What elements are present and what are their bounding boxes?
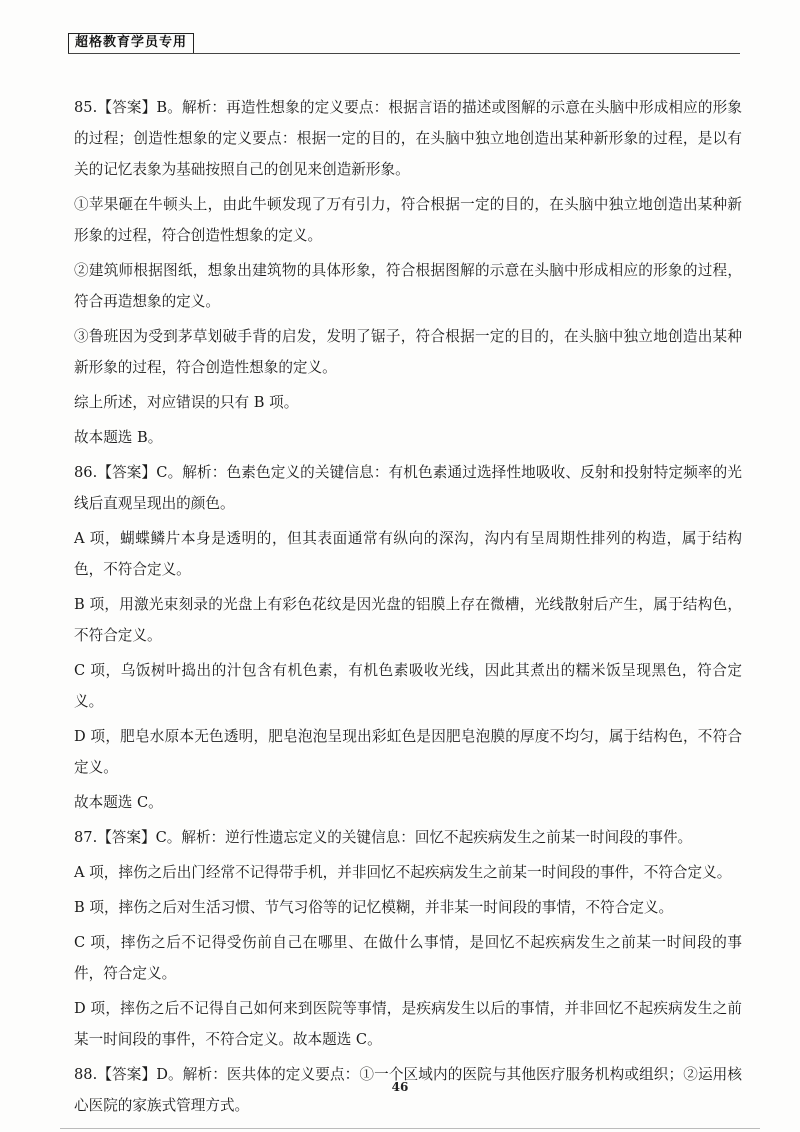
paragraph-q88-answer: 88.【答案】D。解析：医共体的定义要点：①一个区域内的医院与其他医疗服务机构或组织；②运用核心医院的家族式管理方式。 — [74, 1066, 742, 1114]
paragraph-q85-summary: 综上所述，对应错误的只有 B 项。 — [74, 394, 299, 411]
paragraph-q87-option-c: C 项，摔伤之后不记得受伤前自己在哪里、在做什么事情，是回忆不起疾病发生之前某一时间段的事件，符合定义。 — [74, 934, 742, 982]
paragraph-q85-item2: ②建筑师根据图纸，想象出建筑物的具体形象，符合根据图解的示意在头脑中形成相应的形象的过程，符合再造想象的定义。 — [74, 262, 742, 310]
answer-content — [74, 92, 742, 1125]
paragraph-q87-option-d: D 项，摔伤之后不记得自己如何来到医院等事情，是疾病发生以后的事情，并非回忆不起疾病发生之前某一时间段的事件，不符合定义。故本题选 C。 — [74, 1000, 742, 1048]
paragraph-q87-option-b: B 项，摔伤之后对生活习惯、节气习俗等的记忆模糊，并非某一时间段的事情，不符合定义。 — [74, 899, 674, 916]
paragraph-q86-option-d: D 项，肥皂水原本无色透明，肥皂泡泡呈现出彩虹色是因肥皂泡膜的厚度不均匀，属于结构色，不符合定义。 — [74, 728, 742, 776]
footer-rule — [60, 1128, 760, 1129]
paragraph-q85-item3: ③鲁班因为受到茅草划破手背的启发，发明了锯子，符合根据一定的目的，在头脑中独立地创造出某种新形象的过程，符合创造性想象的定义。 — [74, 328, 742, 376]
paragraph-q86-option-c: C 项，乌饭树叶捣出的汁包含有机色素，有机色素吸收光线，因此其煮出的糯米饭呈现黑色，符合定义。 — [74, 662, 742, 710]
paragraph-q86-answer: 86.【答案】C。解析：色素色定义的关键信息：有机色素通过选择性地吸收、反射和投射特定频率的光线后直观呈现出的颜色。 — [74, 464, 742, 512]
page-number: 46 — [391, 1080, 409, 1094]
paragraph-q87-option-a: A 项，摔伤之后出门经常不记得带手机，并非回忆不起疾病发生之前某一时间段的事件，不符合定义。 — [74, 864, 732, 881]
header-tag: 超格教育学员专用 — [68, 33, 194, 54]
paragraph-q86-option-a: A 项，蝴蝶鳞片本身是透明的，但其表面通常有纵向的深沟，沟内有呈周期性排列的构造，属于结构色，不符合定义。 — [74, 530, 742, 578]
paragraph-q85-answer: 85.【答案】B。解析：再造性想象的定义要点：根据言语的描述或图解的示意在头脑中形成相应的形象的过程；创造性想象的定义要点：根据一定的目的，在头脑中独立地创造出某种新形象的过程，是以有关的记忆表象为基础按照自己的创见来创造新形象。 — [74, 99, 742, 178]
paragraph-q87-answer: 87.【答案】C。解析：逆行性遗忘定义的关键信息：回忆不起疾病发生之前某一时间段的事件。 — [74, 829, 693, 846]
paragraph-q86-option-b: B 项，用激光束刻录的光盘上有彩色花纹是因光盘的铝膜上存在微槽，光线散射后产生，属于结构色，不符合定义。 — [74, 596, 742, 644]
paragraph-q86-conclusion: 故本题选 C。 — [74, 794, 163, 811]
paragraph-q85-conclusion: 故本题选 B。 — [74, 429, 163, 446]
paragraph-q85-item1: ①苹果砸在牛顿头上，由此牛顿发现了万有引力，符合根据一定的目的，在头脑中独立地创造出某种新形象的过程，符合创造性想象的定义。 — [74, 196, 742, 244]
header-rule — [68, 53, 740, 54]
